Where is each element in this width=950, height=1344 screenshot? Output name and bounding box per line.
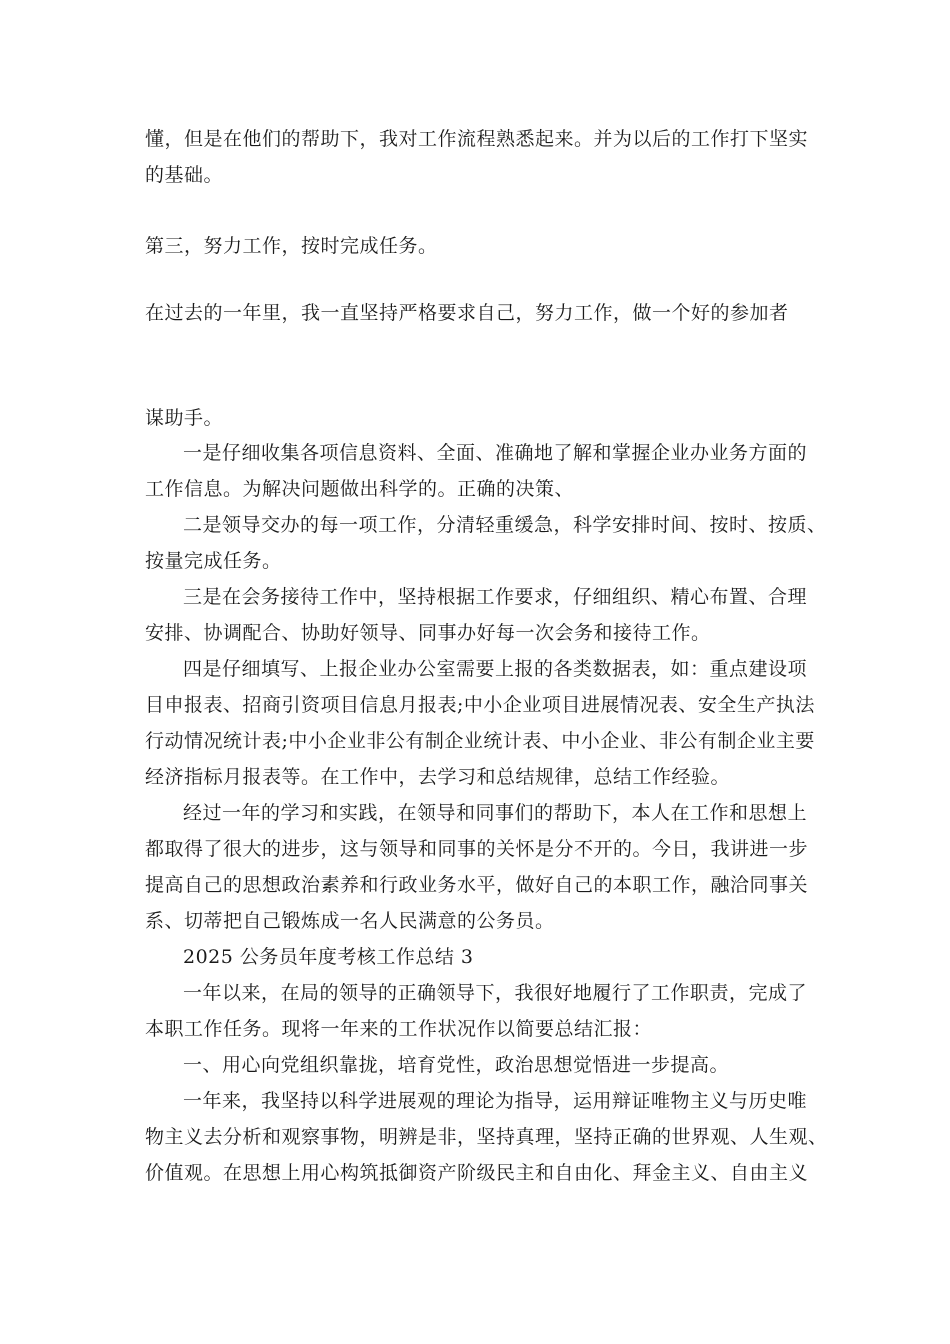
paragraph-line: 物主义去分析和观察事物，明辨是非，坚持真理，坚持正确的世界观、人生观、 (145, 1126, 828, 1148)
paragraph-line: 经济指标月报表等。在工作中，去学习和总结规律，总结工作经验。 (145, 766, 731, 788)
paragraph-line: 四是仔细填写、上报企业办公室需要上报的各类数据表，如：重点建设项 (183, 658, 808, 680)
section-heading: 一、用心向党组织靠拢，培育党性，政治思想觉悟进一步提高。 (183, 1054, 730, 1076)
paragraph-line: 一是仔细收集各项信息资料、全面、准确地了解和掌握企业办业务方面的 (183, 442, 808, 464)
paragraph-line: 一年来，我坚持以科学进展观的理论为指导，运用辩证唯物主义与历史唯 (183, 1090, 808, 1112)
paragraph-line: 的基础。 (145, 164, 224, 186)
paragraph-line: 懂，但是在他们的帮助下，我对工作流程熟悉起来。并为以后的工作打下坚实 (145, 128, 809, 150)
paragraph-line: 系、切蒂把自己锻炼成一名人民满意的公务员。 (145, 910, 555, 932)
paragraph-line: 按量完成任务。 (145, 550, 282, 572)
paragraph-line: 目申报表、招商引资项目信息月报表;中小企业项目进展情况表、安全生产执法 (145, 694, 815, 716)
paragraph-line: 经过一年的学习和实践，在领导和同事们的帮助下，本人在工作和思想上 (183, 802, 808, 824)
paragraph-line: 工作信息。为解决问题做出科学的。正确的决策、 (145, 478, 575, 500)
paragraph-line: 都取得了很大的进步，这与领导和同事的关怀是分不开的。今日，我讲进一步 (145, 838, 809, 860)
paragraph-line: 谋助手。 (145, 407, 224, 429)
paragraph-line: 安排、协调配合、协助好领导、同事办好每一次会务和接待工作。 (145, 622, 711, 644)
paragraph-line: 一年以来，在局的领导的正确领导下，我很好地履行了工作职责，完成了 (183, 982, 808, 1004)
paragraph-line: 价值观。在思想上用心构筑抵御资产阶级民主和自由化、拜金主义、自由主义 (145, 1162, 809, 1184)
section-heading: 第三，努力工作，按时完成任务。 (145, 235, 438, 257)
paragraph-line: 三是在会务接待工作中，坚持根据工作要求，仔细组织、精心布置、合理 (183, 586, 808, 608)
section-title: 2025 公务员年度考核工作总结 3 (183, 946, 474, 968)
paragraph-line: 提高自己的思想政治素养和行政业务水平，做好自己的本职工作，融洽同事关 (145, 874, 809, 896)
paragraph-line: 二是领导交办的每一项工作，分清轻重缓急，科学安排时间、按时、按质、 (183, 514, 827, 536)
paragraph-line: 行动情况统计表;中小企业非公有制企业统计表、中小企业、非公有制企业主要 (145, 730, 815, 752)
paragraph-line: 本职工作任务。现将一年来的工作状况作以简要总结汇报： (145, 1018, 653, 1040)
paragraph-line: 在过去的一年里，我一直坚持严格要求自己，努力工作，做一个好的参加者 (145, 302, 789, 324)
